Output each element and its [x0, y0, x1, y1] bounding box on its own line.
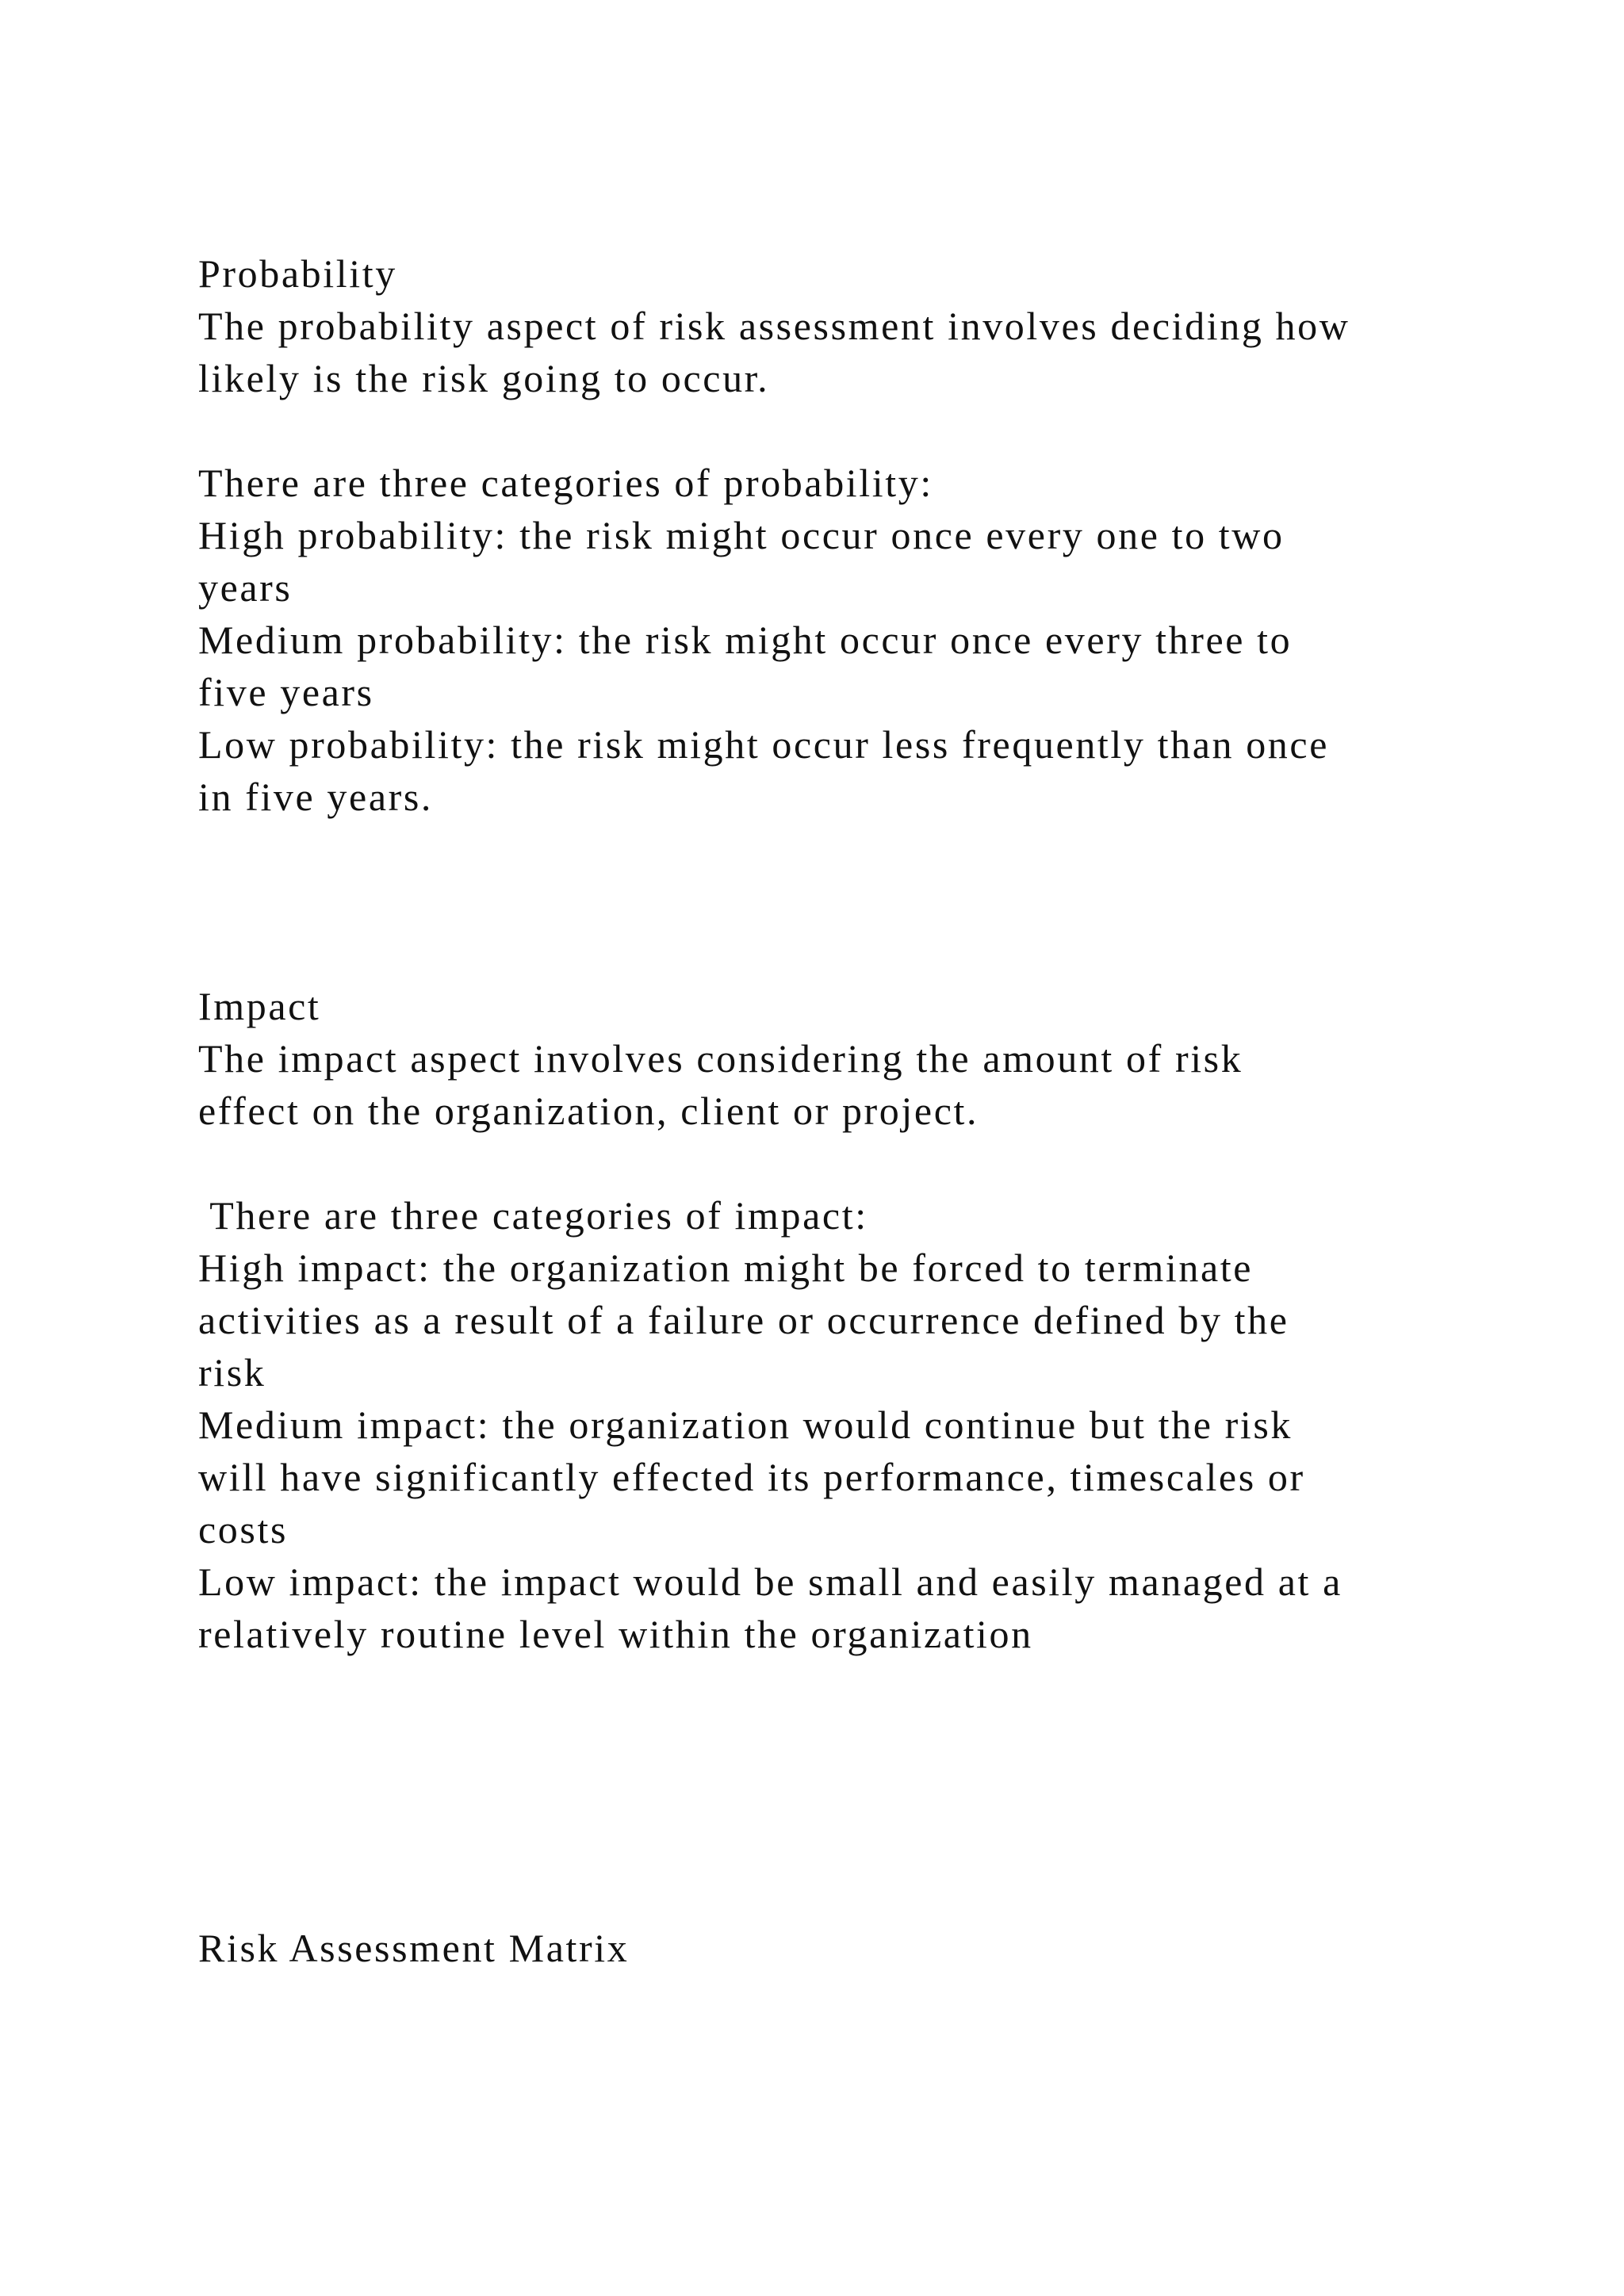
probability-category-line: Medium probability: the risk might occur once every three to: [198, 618, 1293, 662]
impact-category-line: will have significantly effected its performance, timescales or: [198, 1455, 1305, 1499]
probability-categories-intro: There are three categories of probability:: [198, 461, 933, 505]
probability-category-line: five years: [198, 670, 374, 714]
probability-intro-line: The probability aspect of risk assessment involves deciding how: [198, 304, 1350, 348]
impact-category-line: High impact: the organization might be forced to terminate: [198, 1246, 1254, 1290]
impact-category-line: Low impact: the impact would be small and easily managed at a: [198, 1559, 1342, 1604]
probability-category-line: High probability: the risk might occur once every one to two: [198, 513, 1285, 557]
impact-category-line: Medium impact: the organization would continue but the risk: [198, 1402, 1293, 1447]
probability-category-line: years: [198, 565, 293, 610]
impact-intro-line: effect on the organization, client or project.: [198, 1089, 979, 1133]
probability-category-line: Low probability: the risk might occur less frequently than once: [198, 722, 1329, 767]
probability-heading: Probability: [198, 251, 397, 296]
impact-category-line: relatively routine level within the organization: [198, 1612, 1033, 1656]
probability-intro-line: likely is the risk going to occur.: [198, 356, 770, 400]
probability-category-line: in five years.: [198, 775, 434, 819]
impact-category-line: risk: [198, 1350, 266, 1395]
risk-matrix-heading: Risk Assessment Matrix: [198, 1926, 630, 1970]
impact-categories-intro: There are three categories of impact:: [198, 1193, 868, 1238]
impact-category-line: costs: [198, 1507, 288, 1552]
impact-category-line: activities as a result of a failure or occurrence defined by the: [198, 1298, 1289, 1342]
impact-heading: Impact: [198, 984, 321, 1028]
impact-intro-line: The impact aspect involves considering the amount of risk: [198, 1036, 1243, 1081]
